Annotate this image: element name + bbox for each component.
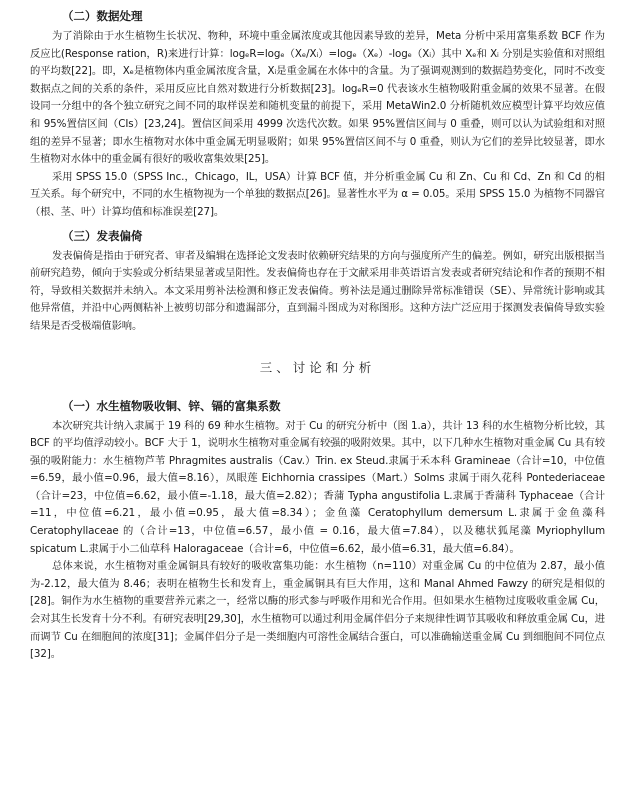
section-heading-publication-bias: （三）发表偏倚 — [62, 228, 143, 243]
section-heading-enrichment: （一）水生植物吸收铜、锌、镉的富集系数 — [62, 398, 281, 413]
paragraph-data-processing-1: 为了消除由于水生植物生长状况、物种，环境中重金属浓度或其他因素导致的差异，Meta 分析中采用富集系数 BCF 作为反应比(Response ration，R)来进行计算：logₑR=logₑ（Xₑ/Xᵢ）=logₑ（Xₑ）-logₑ（Xᵢ）其中 Xₑ和 Xᵢ 分别是实验值和对照组的平均数[22]。即，Xₑ是植物体内重金属浓度含量，Xᵢ是重金属在水体中的含量。为了强调观测到的数据趋势变化，同时不改变数据点之间的关系的条件，采用反应比自然对数进行分析数据[23]。logₑR=0 代表该水生植物吸附重金属的效果不显著。在假设同一分组中的各个独立研究之间不同的取样误差和随机变量的前提下，采用 MetaWin2.0 分析随机效应模型计算平均效应值和 95%置信区间（CIs）[23,24]。置信区间采用 4999 次迭代次数。如果 95%置信区间与 0 重叠，则可以认为试验组和对照组的差异不显著；即水生植物对水体中重金属无明显吸附；如果 95%置信区间不与 0 重叠，则认为它们的差异比较显著，即水生植物对水体中的重金属有很好的吸收富集效果[25]。 — [30, 30, 605, 166]
paragraph-publication-bias: 发表偏倚是指由于研究者、审者及编辑在选择论文发表时依赖研究结果的方向与强度所产生的偏差。例如，研究出版根据当前研究趋势，倾向于实验或分析结果显著或呈阳性。发表偏倚也存在于文献采用非英语语言发表或者研究结论和作者的预期不相符，导致相关数据并未纳入。本文采用剪补法检测和修正发表偏倚。剪补法是通过删除异常标准错误（SE）、异常统计影响或其他异常值，并沿中心两侧粘补上被剪切部分和遗漏部分，直到漏斗图成为对称图形。这种方法广泛应用于探测发表偏倚导致实验结果是否受极端值影响。 — [30, 249, 605, 332]
chapter-title: 三、讨论和分析 — [259, 359, 376, 375]
empty-line — [30, 376, 605, 392]
section-heading-data-processing: （二）数据处理 — [62, 9, 143, 23]
paragraph-enrichment-2: 总体来说，水生植物对重金属铜具有较好的吸收富集功能：水生植物（n=110）对重金属 Cu 的中位值为 2.87，最小值为-2.12，最大值为 8.46；表明在植物生长和发育上，重金属铜具有巨大作用，这和 Manal Ahmed Fawzy 的研究是相似的[28]。铜作为水生植物的重要营养元素之一，经常以酶的形式参与呼吸作用和光合作用。但如果水生植物过度吸收重金属 Cu，会对其生长发育十分不利。有研究表明[29,30]，水生植物可以通过利用金属伴侣分子来规律性调节其吸收和释放重金属 Cu，进而调节 Cu 在细胞间的浓度[31]；金属伴侣分子是一类细胞内可溶性金属结合蛋白，可以准确输送重金属 Cu 到细胞间不同位点[32]。 — [30, 560, 605, 661]
paragraph-enrichment-1: 本次研究共计纳入隶属于 19 科的 69 种水生植物。对于 Cu 的研究分析中（图 1.a），共计 13 科的水生植物分析比较，其 BCF 的平均值浮动较小。BCF 大于 1，说明水生植物对重金属有较强的吸附效果。其中，以下几种水生植物对重金属 Cu 具有较强的吸附能力：水生植物芦苇 Phragmites australis（Cav.）Trin. ex Steud.隶属于禾本科 Gramineae（合计=10，中位值=6.59，最小值=0.96，最大值=8.16），凤眼莲 Eichhornia crassipes（Mart.）Solms 隶属于雨久花科 Pontederiaceae（合计=23，中位值=6.62，最小值=-1.18，最大值=2.82）；香蒲 Typha angustifolia L.隶属于香蒲科 Typhaceae（合计=11，中位值=6.21，最小值=0.95，最大值=8.34）；金鱼藻 Ceratophyllum demersum L.隶属于金鱼藻科 Ceratophyllaceae 的（合计=13，中位值=6.57，最小值 = 0.16，最大值=7.84），以及穗状狐尾藻 Myriophyllum spicatum L.隶属于小二仙草科 Haloragaceae（合计=6，中位值=6.62，最小值=6.31，最大值=6.84）。 — [30, 419, 605, 555]
paragraph-data-processing-2: 采用 SPSS 15.0（SPSS Inc.，Chicago，IL，USA）计算 BCF 值，并分析重金属 Cu 和 Zn、Cu 和 Cd、Zn 和 Cd 的相互关系。每个研究中，不同的水生植物视为一个单独的数据点[26]。显著性水平为 α = 0.05。采用 SPSS 15.0 为植物不同器官（根、茎、叶）计算均值和标准误差[27]。 — [30, 170, 605, 218]
